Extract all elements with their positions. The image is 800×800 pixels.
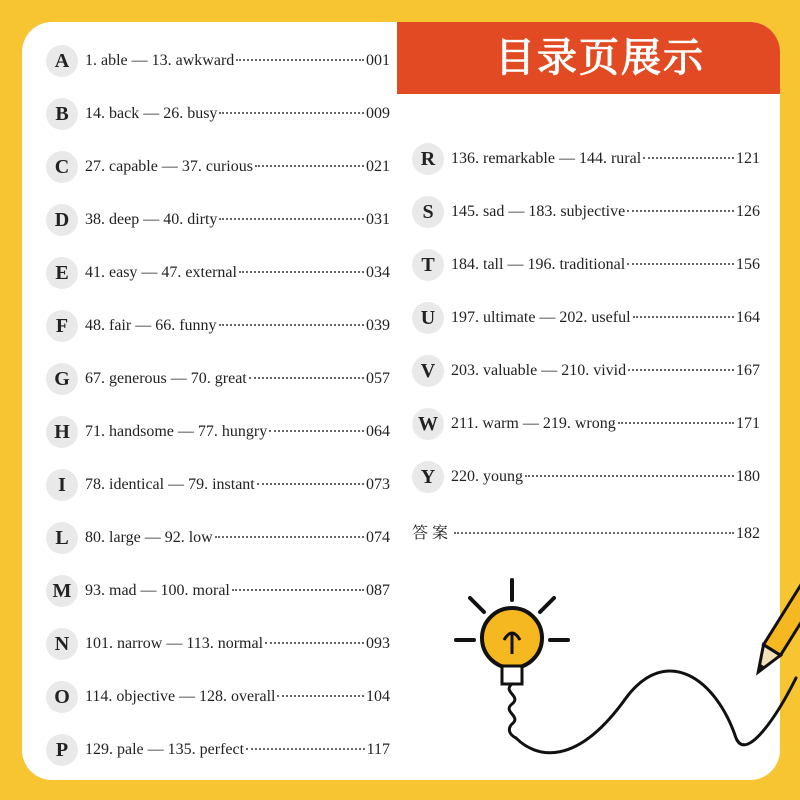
leader-dots — [627, 263, 734, 265]
entry-page: 064 — [366, 422, 390, 440]
entry-page: 171 — [736, 414, 760, 432]
leader-dots — [257, 483, 364, 485]
entry-page: 104 — [366, 687, 390, 705]
toc-entry — [85, 370, 390, 388]
leader-dots — [219, 112, 364, 114]
letter-badge: V — [412, 355, 444, 387]
answers-page: 182 — [736, 525, 760, 542]
letter-badge: D — [46, 204, 78, 236]
entry-page: 074 — [366, 528, 390, 546]
letter-badge: B — [46, 98, 78, 130]
entry-range: 93. mad — 100. moral — [85, 581, 230, 599]
toc-row-f[interactable] — [46, 309, 390, 342]
leader-dots — [255, 165, 364, 167]
entry-page: 001 — [366, 51, 390, 69]
toc-entry — [85, 317, 390, 335]
letter-badge: O — [46, 681, 78, 713]
leader-dots — [236, 59, 364, 61]
letter-badge: W — [412, 408, 444, 440]
toc-entry — [85, 264, 390, 282]
entry-range: 48. fair — 66. funny — [85, 316, 217, 334]
entry-range: 80. large — 92. low — [85, 528, 213, 546]
letter-badge: R — [412, 143, 444, 175]
letter-badge: E — [46, 257, 78, 289]
toc-entry — [451, 415, 760, 433]
entry-range: 197. ultimate — 202. useful — [451, 308, 631, 326]
leader-dots — [454, 532, 734, 534]
leader-dots — [628, 369, 734, 371]
toc-entry — [85, 688, 390, 706]
entry-page: 126 — [736, 202, 760, 220]
entry-page: 034 — [366, 263, 390, 281]
leader-dots — [627, 210, 734, 212]
leader-dots — [633, 316, 734, 318]
toc-right-column — [412, 142, 760, 513]
leader-dots — [277, 695, 364, 697]
letter-badge: N — [46, 628, 78, 660]
toc-entry — [85, 52, 390, 70]
entry-page: 117 — [366, 740, 390, 758]
toc-entry — [85, 158, 390, 176]
leader-dots — [265, 642, 364, 644]
toc-row-v[interactable] — [412, 354, 760, 387]
toc-entry — [451, 309, 760, 327]
letter-badge: L — [46, 522, 78, 554]
letter-badge: M — [46, 575, 78, 607]
toc-entry — [85, 423, 390, 441]
entry-range: 184. tall — 196. traditional — [451, 255, 626, 273]
letter-badge: A — [46, 45, 78, 77]
toc-entry — [451, 256, 760, 274]
entry-page: 180 — [736, 467, 760, 485]
entry-range: 41. easy — 47. external — [85, 263, 237, 281]
entry-page: 031 — [366, 210, 390, 228]
letter-badge: U — [412, 302, 444, 334]
entry-page: 156 — [736, 255, 760, 273]
toc-row-c[interactable] — [46, 150, 390, 183]
entry-page: 093 — [366, 634, 390, 652]
entry-page: 009 — [366, 104, 390, 122]
letter-badge: G — [46, 363, 78, 395]
entry-page: 087 — [366, 581, 390, 599]
leader-dots — [215, 536, 364, 538]
toc-row-t[interactable] — [412, 248, 760, 281]
entry-range: 129. pale — 135. perfect — [85, 740, 245, 758]
letter-badge: H — [46, 416, 78, 448]
letter-badge: S — [412, 196, 444, 228]
entry-range: 14. back — 26. busy — [85, 104, 218, 122]
toc-entry — [451, 203, 760, 221]
entry-page: 039 — [366, 316, 390, 334]
leader-dots — [219, 324, 364, 326]
entry-range: 78. identical — 79. instant — [85, 475, 255, 493]
entry-page: 057 — [366, 369, 390, 387]
entry-range: 114. objective — 128. overall — [85, 687, 276, 705]
page-title: 目录页展示 — [495, 35, 705, 81]
entry-page: 073 — [366, 475, 390, 493]
toc-answers-row[interactable] — [412, 520, 760, 544]
toc-row-b[interactable] — [46, 97, 390, 130]
toc-row-w[interactable] — [412, 407, 760, 440]
toc-row-g[interactable] — [46, 362, 390, 395]
toc-entry — [85, 105, 390, 123]
letter-badge: T — [412, 249, 444, 281]
entry-range: 38. deep — 40. dirty — [85, 210, 218, 228]
toc-row-d[interactable] — [46, 203, 390, 236]
entry-range: 27. capable — 37. curious — [85, 157, 253, 175]
leader-dots — [219, 218, 364, 220]
toc-entry — [85, 211, 390, 229]
entry-page: 164 — [736, 308, 760, 326]
lightbulb-pencil-icon — [440, 570, 800, 800]
toc-row-l[interactable] — [46, 521, 390, 554]
letter-badge: I — [46, 469, 78, 501]
toc-entry — [451, 468, 760, 486]
toc-row-a[interactable] — [46, 44, 390, 77]
entry-range: 145. sad — 183. subjective — [451, 202, 626, 220]
toc-entry — [85, 476, 390, 494]
letter-badge: F — [46, 310, 78, 342]
leader-dots — [249, 377, 364, 379]
leader-dots — [269, 430, 364, 432]
leader-dots — [232, 589, 364, 591]
entry-range: 136. remarkable — 144. rural — [451, 149, 642, 167]
answers-label: 答案 — [412, 525, 453, 542]
toc-row-u[interactable] — [412, 301, 760, 334]
entry-range: 203. valuable — 210. vivid — [451, 361, 627, 379]
entry-range: 71. handsome — 77. hungry — [85, 422, 268, 440]
toc-row-m[interactable] — [46, 574, 390, 607]
toc-entry — [451, 362, 760, 380]
toc-entry — [85, 582, 390, 600]
entry-range: 1. able — 13. awkward — [85, 51, 235, 69]
toc-row-p[interactable] — [46, 733, 390, 766]
toc-entry — [451, 150, 760, 168]
toc-row-o[interactable] — [46, 680, 390, 713]
toc-left-column — [46, 44, 390, 786]
toc-row-r[interactable] — [412, 142, 760, 175]
entry-page: 167 — [736, 361, 760, 379]
toc-row-e[interactable] — [46, 256, 390, 289]
entry-page: 021 — [366, 157, 390, 175]
leader-dots — [643, 157, 734, 159]
entry-range: 220. young — [451, 467, 523, 485]
leader-dots — [525, 475, 734, 477]
toc-row-s[interactable] — [412, 195, 760, 228]
toc-row-y[interactable] — [412, 460, 760, 493]
entry-range: 67. generous — 70. great — [85, 369, 247, 387]
entry-range: 101. narrow — 113. normal — [85, 634, 264, 652]
toc-entry — [85, 529, 390, 547]
entry-page: 121 — [736, 149, 760, 167]
toc-entry — [85, 635, 390, 653]
letter-badge: Y — [412, 461, 444, 493]
toc-entry — [85, 741, 390, 759]
toc-row-h[interactable] — [46, 415, 390, 448]
leader-dots — [246, 748, 365, 750]
letter-badge: C — [46, 151, 78, 183]
entry-range: 211. warm — 219. wrong — [451, 414, 616, 432]
leader-dots — [239, 271, 364, 273]
leader-dots — [618, 422, 734, 424]
letter-badge: P — [46, 734, 78, 766]
toc-row-n[interactable] — [46, 627, 390, 660]
toc-row-i[interactable] — [46, 468, 390, 501]
